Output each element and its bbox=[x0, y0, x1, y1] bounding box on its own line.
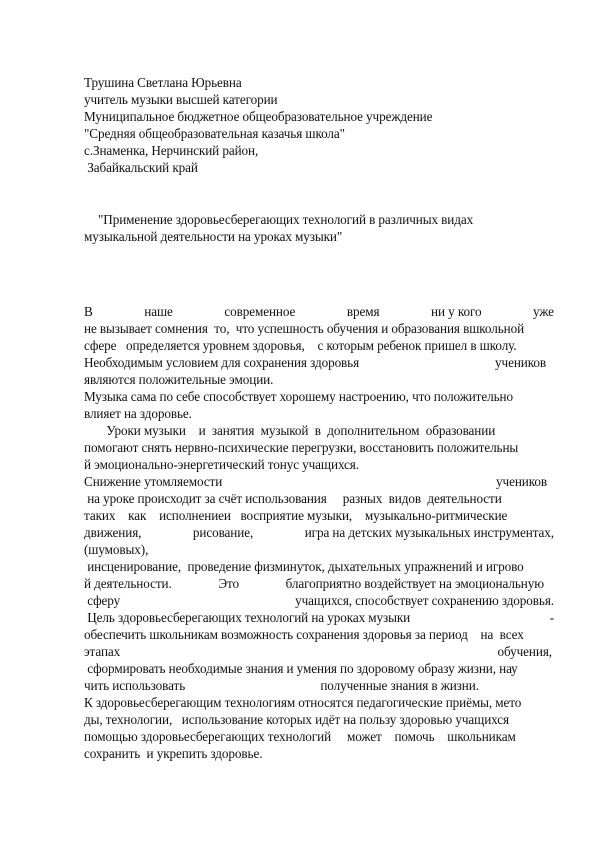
body-line-25: ды, технологии, использование которых идёт на пользу здоровью учащихся bbox=[84, 712, 509, 727]
body-line-8: Уроки музыки и занятия музыкой в дополнительном образовании bbox=[84, 423, 496, 438]
organization-line-2: "Средняя общеобразовательная казачья школа" bbox=[84, 126, 345, 141]
text-segment: чить использовать bbox=[84, 678, 186, 693]
body-line-5: являются положительные эмоции. bbox=[84, 372, 274, 387]
body-line-20: обеспечить школьникам возможность сохранения здоровья за период на всех bbox=[84, 627, 524, 642]
author-position: учитель музыки высшей категории bbox=[84, 92, 278, 107]
word: ни у кого bbox=[431, 304, 482, 319]
locality: с.Знаменка, Нерчинский район, bbox=[84, 143, 259, 158]
text-segment: - bbox=[549, 610, 554, 625]
organization-line-1: Муниципальное бюджетное общеобразовательное учреждение bbox=[84, 109, 433, 124]
text-segment: полученные знания в жизни. bbox=[320, 678, 479, 693]
text-segment: обучения, bbox=[497, 644, 552, 659]
body-line-21 bbox=[84, 643, 552, 660]
title-line-2: музыкальной деятельности на уроках музыки" bbox=[84, 229, 343, 244]
body-line-2: не вызывает сомнения то, что успешность обучения и образования вшкольной bbox=[84, 321, 525, 336]
body-line-15: (шумовых), bbox=[84, 542, 149, 557]
text-segment: й деятельности. bbox=[84, 576, 172, 591]
body-line-10: й эмоционально-энергетический тонус учащихся. bbox=[84, 457, 359, 472]
body-line-9: помогают снять нервно-психические перегрузки, восстановить положительны bbox=[84, 440, 519, 455]
text-segment: движения, bbox=[84, 525, 142, 540]
text-segment: рисование, bbox=[192, 525, 254, 540]
text-segment: игра на детских музыкальных инструментах, bbox=[304, 525, 554, 540]
text-segment: учеников bbox=[495, 355, 546, 370]
word: В bbox=[84, 304, 93, 319]
body-line-12: на уроке происходит за счёт использования разных видов деятельности bbox=[84, 491, 502, 506]
body-line-17 bbox=[84, 575, 544, 592]
body-line-16: инсценирование, проведение физминуток, дыхательных упражнений и игрово bbox=[84, 559, 524, 574]
body-line-22: сформировать необходимые знания и умения по здоровому образу жизни, нау bbox=[84, 661, 518, 676]
body-line-18 bbox=[84, 592, 554, 609]
body-line-4 bbox=[84, 354, 546, 371]
text-segment: благоприятно воздействует на эмоциональную bbox=[285, 576, 544, 591]
body-line-13: таких как исполнениеи восприятие музыки, музыкально-ритмические bbox=[84, 508, 508, 523]
text-segment: учеников bbox=[496, 474, 547, 489]
word: современное bbox=[224, 304, 296, 319]
body-line-23 bbox=[84, 677, 479, 694]
body-line-11 bbox=[84, 473, 547, 490]
text-segment: учащихся, способствует сохранению здоровья. bbox=[295, 593, 554, 608]
text-segment: этапах bbox=[84, 644, 121, 659]
word: уже bbox=[533, 304, 554, 319]
body-line-3: сфере определяется уровнем здоровья, с которым ребенок пришел в школу. bbox=[84, 338, 517, 353]
text-segment: Цель здоровьесберегающих технологий на уроках музыки bbox=[84, 610, 411, 625]
text-segment: Необходимым условием для сохранения здоровья bbox=[84, 355, 360, 370]
body-line-7: влияет на здоровье. bbox=[84, 406, 192, 421]
title-line-1: "Применение здоровьесберегающих технологий в различных видах bbox=[98, 212, 474, 227]
region: Забайкальский край bbox=[84, 160, 198, 175]
word: наше bbox=[144, 304, 173, 319]
author-name: Трушина Светлана Юрьевна bbox=[84, 75, 242, 90]
body-line-14 bbox=[84, 524, 554, 541]
body-line-24: К здоровьесберегающим технологиям относятся педагогические приёмы, мето bbox=[84, 695, 522, 710]
text-segment: сферу bbox=[84, 593, 121, 608]
text-segment: Снижение утомляемости bbox=[84, 474, 223, 489]
word: время bbox=[346, 304, 380, 319]
body-line-19 bbox=[84, 609, 554, 626]
body-line-1 bbox=[84, 303, 554, 320]
body-line-26: помощью здоровьесберегающих технологий может помочь школьникам bbox=[84, 729, 516, 744]
text-segment: Это bbox=[218, 576, 239, 591]
body-line-27: сохранить и укрепить здоровье. bbox=[84, 746, 263, 761]
body-line-6: Музыка сама по себе способствует хорошему настроению, что положительно bbox=[84, 389, 513, 404]
